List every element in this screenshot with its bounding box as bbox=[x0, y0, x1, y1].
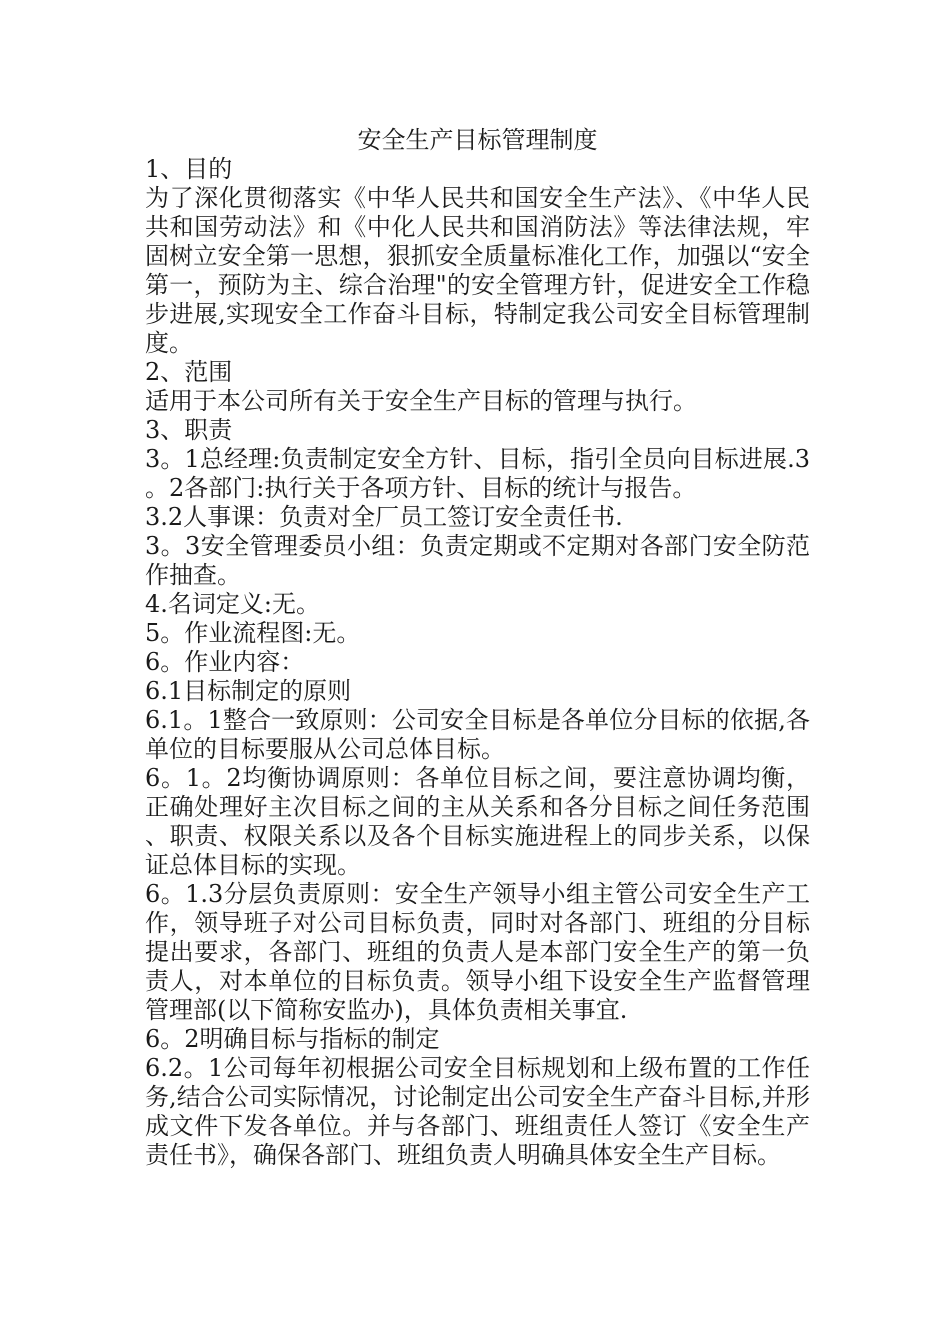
paragraph-6-1-2: 6。1。2均衡协调原则：各单位目标之间，要注意协调均衡，正确处理好主次目标之间的主从关系和各分目标之间任务范围、职责、权限关系以及各个目标实施进程上的同步关系，以保证总体目标的实现。 bbox=[145, 764, 810, 879]
subsection-heading-6-1: 6.1目标制定的原则 bbox=[145, 677, 352, 705]
section-heading-definitions: 4.名词定义:无。 bbox=[145, 590, 320, 618]
paragraph-duty-3-3: 3。3安全管理委员小组：负责定期或不定期对各部门安全防范作抽查。 bbox=[145, 532, 810, 589]
paragraph-scope: 适用于本公司所有关于安全生产目标的管理与执行。 bbox=[145, 387, 697, 415]
section-heading-duties: 3、职责 bbox=[145, 416, 233, 444]
paragraph-purpose: 为了深化贯彻落实《中华人民共和国安全生产法》、《中华人民共和国劳动法》和《中化人民共和国消防法》等法律法规，牢固树立安全第一思想，狠抓安全质量标准化工作，加强以“安全第一，预防为主、综合治理"的安全管理方针，促进安全工作稳步进展,实现安全工作奋斗目标，特制定我公司安全目标管理制度。 bbox=[145, 184, 810, 357]
paragraph-6-1-1: 6.1。1整合一致原则：公司安全目标是各单位分目标的依据,各单位的目标要服从公司总体目标。 bbox=[145, 706, 810, 763]
paragraph-6-1-3: 6。1.3分层负责原则：安全生产领导小组主管公司安全生产工作，领导班子对公司目标负责，同时对各部门、班组的分目标提出要求，各部门、班组的负责人是本部门安全生产的第一负责人，对本单位的目标负责。领导小组下设安全生产监督管理管理部(以下简称安监办)，具体负责相关事宜. bbox=[145, 880, 810, 1024]
paragraph-duty-3-1: 3。1总经理:负责制定安全方针、目标，指引全员向目标进展.3。2各部门:执行关于各项方针、目标的统计与报告。 bbox=[145, 445, 810, 502]
section-heading-flowchart: 5。作业流程图:无。 bbox=[145, 619, 361, 647]
paragraph-6-2-1: 6.2。1公司每年初根据公司安全目标规划和上级布置的工作任务,结合公司实际情况，讨论制定出公司安全生产奋斗目标,并形成文件下发各单位。并与各部门、班组责任人签订《安全生产责任书》，确保各部门、班组负责人明确具体安全生产目标。 bbox=[145, 1054, 810, 1169]
section-heading-scope: 2、范围 bbox=[145, 358, 233, 386]
subsection-heading-6-2: 6。2明确目标与指标的制定 bbox=[145, 1025, 440, 1053]
document-body bbox=[145, 126, 810, 1170]
document-title: 安全生产目标管理制度 bbox=[357, 126, 598, 154]
section-heading-content: 6。作业内容： bbox=[145, 648, 305, 676]
paragraph-duty-3-2: 3.2人事课：负责对全厂员工签订安全责任书. bbox=[145, 503, 623, 531]
section-heading-purpose: 1、目的 bbox=[145, 155, 233, 183]
